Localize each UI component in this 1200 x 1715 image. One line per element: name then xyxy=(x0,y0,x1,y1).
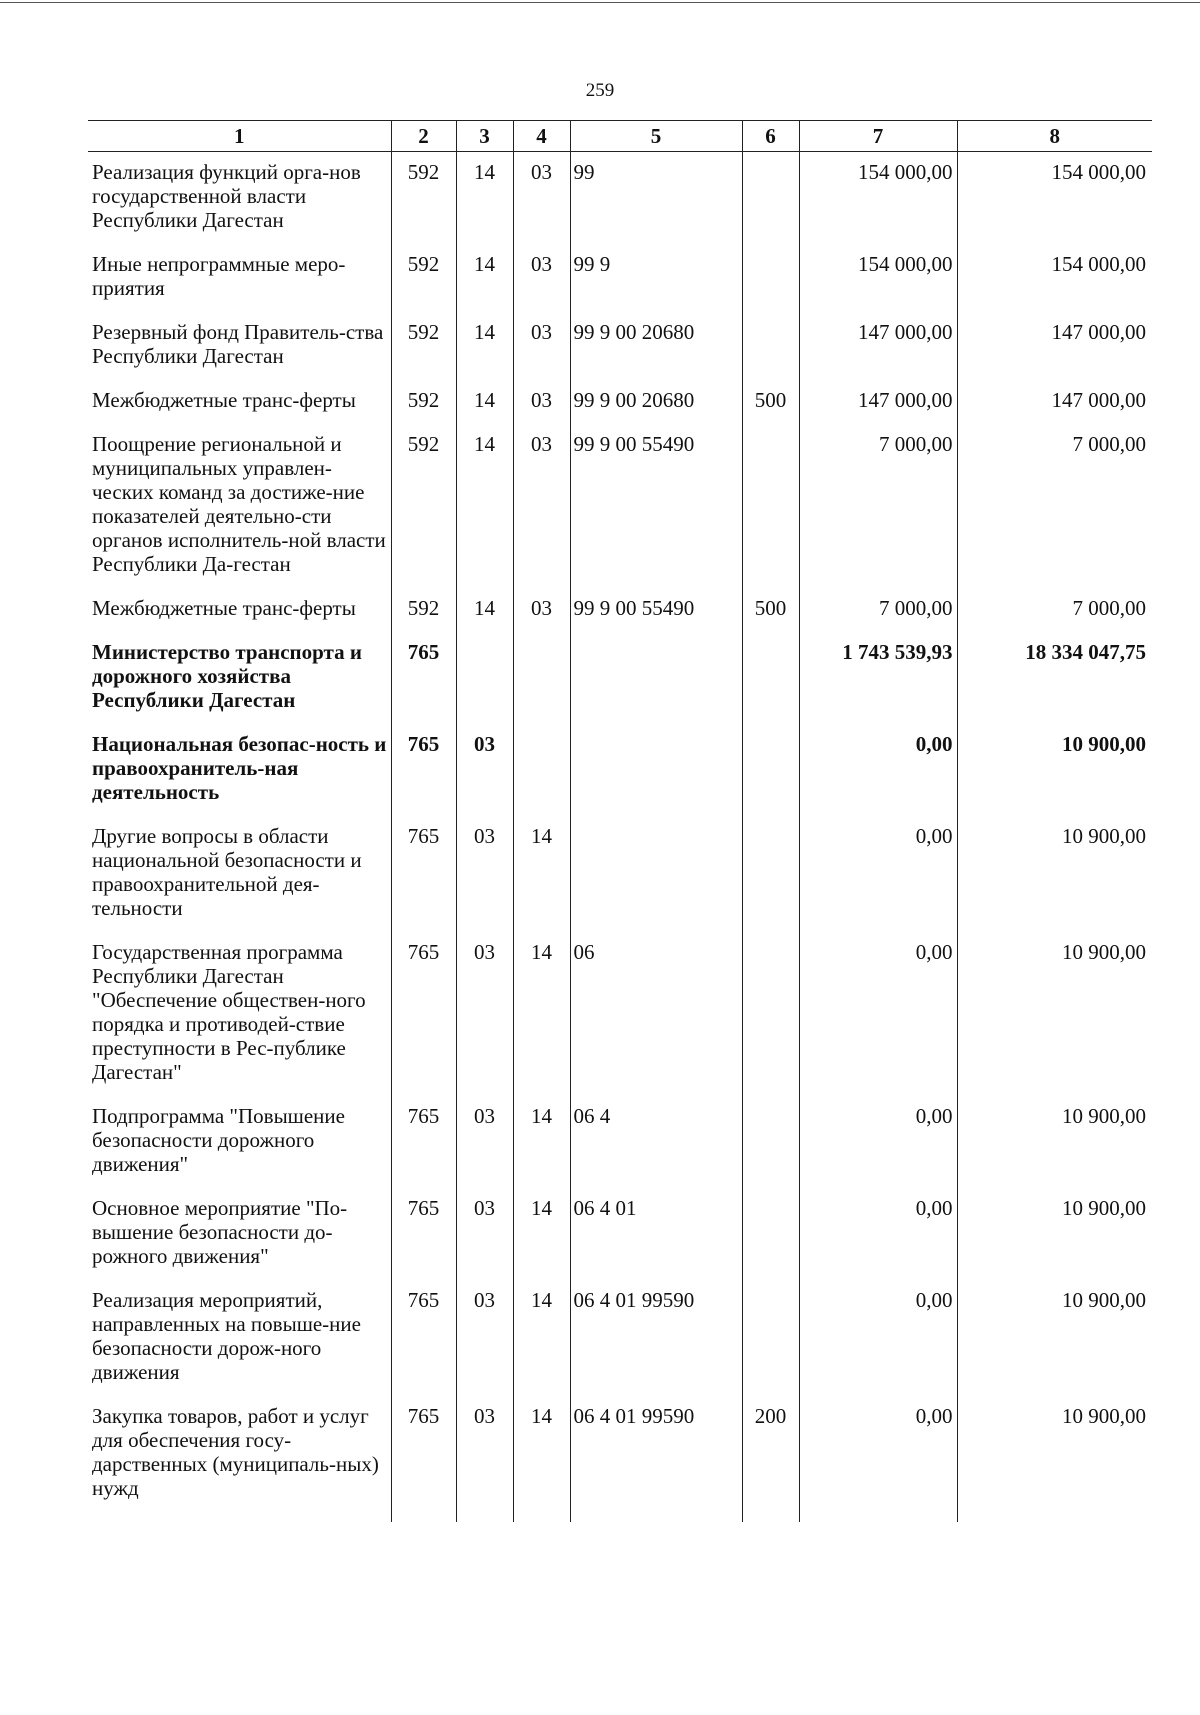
item-name-cell: Министерство транспорта и дорожного хозяйства Республики Дагестан xyxy=(92,640,362,712)
expense-type-cell xyxy=(742,312,799,380)
section-code-cell: 14 xyxy=(456,380,513,424)
amount-col7-cell: 0,00 xyxy=(799,816,957,932)
section-code-cell: 03 xyxy=(456,932,513,1096)
table-row xyxy=(88,424,1152,588)
item-name-cell: Закупка товаров, работ и услуг для обеспечения госу-дарственных (муниципаль-ных) нужд xyxy=(92,1404,379,1500)
column-header: 2 xyxy=(391,121,456,152)
admin-code-cell: 765 xyxy=(391,632,456,724)
top-scan-border xyxy=(0,2,1200,3)
amount-col8-cell: 10 900,00 xyxy=(957,1188,1152,1280)
target-article-cell: 99 9 00 20680 xyxy=(570,312,742,380)
table-row xyxy=(88,724,1152,816)
subsection-code-cell: 03 xyxy=(513,424,570,588)
target-article-cell: 99 xyxy=(570,152,742,245)
table-row xyxy=(88,380,1152,424)
admin-code-cell: 765 xyxy=(391,816,456,932)
table-header-row xyxy=(88,121,1152,152)
amount-col7-cell: 0,00 xyxy=(799,1188,957,1280)
admin-code-cell: 765 xyxy=(391,1188,456,1280)
section-code-cell: 14 xyxy=(456,312,513,380)
expense-type-cell xyxy=(742,1280,799,1396)
item-name-cell: Межбюджетные транс-ферты xyxy=(92,596,356,620)
item-name-cell: Государственная программа Республики Дагестан "Обеспечение обществен-ного порядка и противодей-ствие преступности в Рес-публике Дагестан" xyxy=(92,940,366,1084)
target-article-cell: 06 4 01 xyxy=(570,1188,742,1280)
admin-code-cell: 765 xyxy=(391,724,456,816)
table-row xyxy=(88,932,1152,1096)
admin-code-cell: 592 xyxy=(391,152,456,245)
subsection-code-cell: 03 xyxy=(513,152,570,245)
amount-col8-cell: 154 000,00 xyxy=(957,152,1152,245)
admin-code-cell: 592 xyxy=(391,244,456,312)
target-article-cell: 99 9 00 55490 xyxy=(570,424,742,588)
column-header: 7 xyxy=(799,121,957,152)
item-name-cell: Резервный фонд Правитель-ства Республики Дагестан xyxy=(92,320,384,368)
amount-col7-cell: 7 000,00 xyxy=(799,424,957,588)
expense-type-cell xyxy=(742,724,799,816)
section-code-cell: 03 xyxy=(456,1396,513,1522)
target-article-cell: 99 9 xyxy=(570,244,742,312)
expense-type-cell xyxy=(742,932,799,1096)
expense-type-cell xyxy=(742,1188,799,1280)
expense-type-cell xyxy=(742,1096,799,1188)
section-code-cell: 14 xyxy=(456,424,513,588)
item-name-cell: Основное мероприятие "По-вышение безопасности до-рожного движения" xyxy=(92,1196,348,1268)
amount-col7-cell: 0,00 xyxy=(799,1280,957,1396)
amount-col7-cell: 1 743 539,93 xyxy=(799,632,957,724)
admin-code-cell: 592 xyxy=(391,312,456,380)
amount-col8-cell: 7 000,00 xyxy=(957,588,1152,632)
item-name-cell: Реализация мероприятий, направленных на повыше-ние безопасности дорож-ного движения xyxy=(92,1288,361,1384)
column-header: 3 xyxy=(456,121,513,152)
admin-code-cell: 765 xyxy=(391,1280,456,1396)
subsection-code-cell xyxy=(513,632,570,724)
amount-col8-cell: 154 000,00 xyxy=(957,244,1152,312)
expense-type-cell xyxy=(742,152,799,245)
subsection-code-cell: 03 xyxy=(513,312,570,380)
section-code-cell: 14 xyxy=(456,152,513,245)
expense-type-cell xyxy=(742,632,799,724)
expense-type-cell xyxy=(742,424,799,588)
amount-col7-cell: 154 000,00 xyxy=(799,244,957,312)
table-row xyxy=(88,312,1152,380)
section-code-cell: 03 xyxy=(456,1096,513,1188)
page-number: 259 xyxy=(585,80,615,101)
section-code-cell: 14 xyxy=(456,244,513,312)
expense-type-cell xyxy=(742,816,799,932)
admin-code-cell: 592 xyxy=(391,380,456,424)
item-name-cell: Поощрение региональной и муниципальных управлен-ческих команд за достиже-ние показателей деятельно-сти органов исполнитель-ной власти Республики Да-гестан xyxy=(92,432,386,576)
budget-table xyxy=(88,120,1152,1522)
admin-code-cell: 592 xyxy=(391,424,456,588)
table-row xyxy=(88,1280,1152,1396)
expense-type-cell xyxy=(742,244,799,312)
amount-col8-cell: 10 900,00 xyxy=(957,724,1152,816)
table-body xyxy=(88,152,1152,1523)
subsection-code-cell: 03 xyxy=(513,244,570,312)
subsection-code-cell: 14 xyxy=(513,1096,570,1188)
item-name-cell: Иные непрограммные меро-приятия xyxy=(92,252,346,300)
amount-col7-cell: 0,00 xyxy=(799,1096,957,1188)
amount-col8-cell: 7 000,00 xyxy=(957,424,1152,588)
amount-col7-cell: 7 000,00 xyxy=(799,588,957,632)
column-header: 8 xyxy=(957,121,1152,152)
table-row xyxy=(88,244,1152,312)
item-name-cell: Подпрограмма "Повышение безопасности дорожного движения" xyxy=(92,1104,345,1176)
target-article-cell xyxy=(570,816,742,932)
section-code-cell: 03 xyxy=(456,1188,513,1280)
subsection-code-cell xyxy=(513,724,570,816)
section-code-cell xyxy=(456,632,513,724)
target-article-cell xyxy=(570,724,742,816)
target-article-cell: 06 4 01 99590 xyxy=(570,1396,742,1522)
amount-col7-cell: 0,00 xyxy=(799,1396,957,1522)
column-header: 4 xyxy=(513,121,570,152)
admin-code-cell: 765 xyxy=(391,1096,456,1188)
subsection-code-cell: 03 xyxy=(513,380,570,424)
table-row xyxy=(88,588,1152,632)
table-row xyxy=(88,1096,1152,1188)
amount-col7-cell: 154 000,00 xyxy=(799,152,957,245)
table-row xyxy=(88,152,1152,245)
target-article-cell: 99 9 00 55490 xyxy=(570,588,742,632)
target-article-cell: 06 4 xyxy=(570,1096,742,1188)
amount-col8-cell: 10 900,00 xyxy=(957,1396,1152,1522)
subsection-code-cell: 03 xyxy=(513,588,570,632)
target-article-cell: 06 xyxy=(570,932,742,1096)
amount-col8-cell: 10 900,00 xyxy=(957,1096,1152,1188)
expense-type-cell: 200 xyxy=(742,1396,799,1522)
section-code-cell: 03 xyxy=(456,816,513,932)
amount-col7-cell: 147 000,00 xyxy=(799,312,957,380)
section-code-cell: 03 xyxy=(456,724,513,816)
admin-code-cell: 765 xyxy=(391,932,456,1096)
subsection-code-cell: 14 xyxy=(513,1280,570,1396)
target-article-cell: 06 4 01 99590 xyxy=(570,1280,742,1396)
table-row xyxy=(88,1396,1152,1522)
table-row xyxy=(88,816,1152,932)
subsection-code-cell: 14 xyxy=(513,932,570,1096)
admin-code-cell: 765 xyxy=(391,1396,456,1522)
admin-code-cell: 592 xyxy=(391,588,456,632)
expense-type-cell: 500 xyxy=(742,380,799,424)
section-code-cell: 03 xyxy=(456,1280,513,1396)
column-header: 5 xyxy=(570,121,742,152)
table-row xyxy=(88,632,1152,724)
target-article-cell: 99 9 00 20680 xyxy=(570,380,742,424)
expense-type-cell: 500 xyxy=(742,588,799,632)
amount-col8-cell: 147 000,00 xyxy=(957,380,1152,424)
amount-col8-cell: 147 000,00 xyxy=(957,312,1152,380)
column-header: 1 xyxy=(88,121,391,152)
subsection-code-cell: 14 xyxy=(513,816,570,932)
column-header: 6 xyxy=(742,121,799,152)
subsection-code-cell: 14 xyxy=(513,1188,570,1280)
amount-col7-cell: 0,00 xyxy=(799,932,957,1096)
amount-col7-cell: 147 000,00 xyxy=(799,380,957,424)
item-name-cell: Национальная безопас-ность и правоохранитель-ная деятельность xyxy=(92,732,387,804)
subsection-code-cell: 14 xyxy=(513,1396,570,1522)
item-name-cell: Реализация функций орга-нов государственной власти Республики Дагестан xyxy=(92,160,361,232)
amount-col7-cell: 0,00 xyxy=(799,724,957,816)
target-article-cell xyxy=(570,632,742,724)
section-code-cell: 14 xyxy=(456,588,513,632)
item-name-cell: Другие вопросы в области национальной безопасности и правоохранительной дея-тельности xyxy=(92,824,362,920)
amount-col8-cell: 10 900,00 xyxy=(957,932,1152,1096)
item-name-cell: Межбюджетные транс-ферты xyxy=(92,388,356,412)
amount-col8-cell: 18 334 047,75 xyxy=(957,632,1152,724)
amount-col8-cell: 10 900,00 xyxy=(957,816,1152,932)
table-row xyxy=(88,1188,1152,1280)
amount-col8-cell: 10 900,00 xyxy=(957,1280,1152,1396)
